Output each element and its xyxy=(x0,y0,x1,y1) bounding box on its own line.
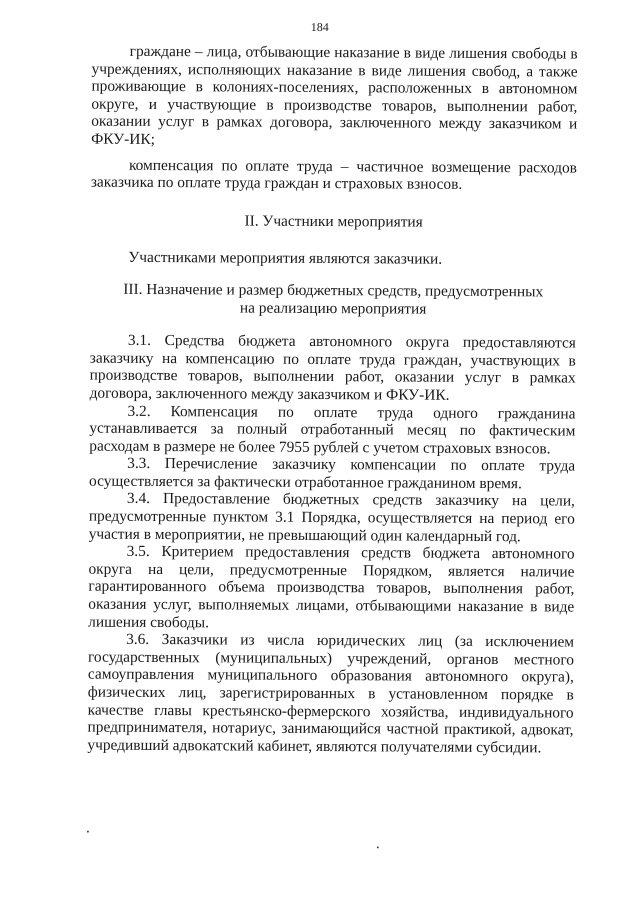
clause-3-3: 3.3. Перечисление заказчику компенсации по оплате труда осуществляется за фактически отработанное гражданином время. xyxy=(89,455,576,493)
clause-3-1: 3.1. Средства бюджета автономного округа предоставляются заказчику на компенсацию по оплате труда граждан, участвующих в производстве товаров, выполнении работ, оказании услуг в рамках договора, заключенного между заказчиком и ФКУ-ИК. xyxy=(89,331,576,404)
definition-citizens: граждане – лица, отбывающие наказание в виде лишения свободы в учреждениях, исполняющих наказание в виде лишения свобод, а также проживающие в колониях-поселениях, расположенных в автономном округе, и участвующие в производстве товаров, выполнении работ, оказании услуг в рамках договора, заключенного между заказчиком и ФКУ-ИК; xyxy=(91,42,578,148)
clause-3-4: 3.4. Предоставление бюджетных средств заказчику на цели, предусмотренные пунктом 3.1 Порядка, осуществляется на период его участия в мероприятии, не превышающий один календарный год. xyxy=(88,490,575,545)
section-2-text: Участниками мероприятия являются заказчики. xyxy=(128,249,443,269)
scan-speck xyxy=(377,846,379,848)
section-2-heading: II. Участники мероприятия xyxy=(244,212,423,231)
section-3-heading-line-2: на реализацию мероприятия xyxy=(239,299,427,318)
document-body xyxy=(87,43,577,757)
section-3-heading-line-1: III. Назначение и размер бюджетных средств, предусмотренных xyxy=(123,280,544,301)
definition-compensation: компенсация по оплате труда – частичное возмещение расходов заказчика по оплате труда граждан и страховых взносов. xyxy=(90,156,578,194)
clause-3-6: 3.6. Заказчики из числа юридических лиц (за исключением государственных (муниципальных) учреждений, органов местного самоуправления муниципального образования автономного округа), физических лиц, зарегистрированных в установленном порядке в качестве главы крестьянско-фермерского хозяйства, индивидуального предпринимателя, нотариус, занимающийся частной практикой, адвокат, учредивший адвокатский кабинет, являются получателями субсидии. xyxy=(87,631,575,757)
clause-3-2: 3.2. Компенсация по оплате труда одного гражданина устанавливается за полный отработанный месяц по фактическим расходам в размере не более 7955 рублей с учетом страховых взносов. xyxy=(89,402,576,458)
scan-speck xyxy=(87,831,89,833)
page-number: 184 xyxy=(310,19,329,35)
section-3-heading xyxy=(90,281,576,319)
clause-3-5: 3.5. Критерием предоставления средств бюджета автономного округа на цели, предусмотренные Порядком, является наличие гарантированного объема производства товаров, выполнения работ, оказания услуг, выполняемых лицами, отбывающими наказание в виде лишения свободы. xyxy=(88,543,575,631)
